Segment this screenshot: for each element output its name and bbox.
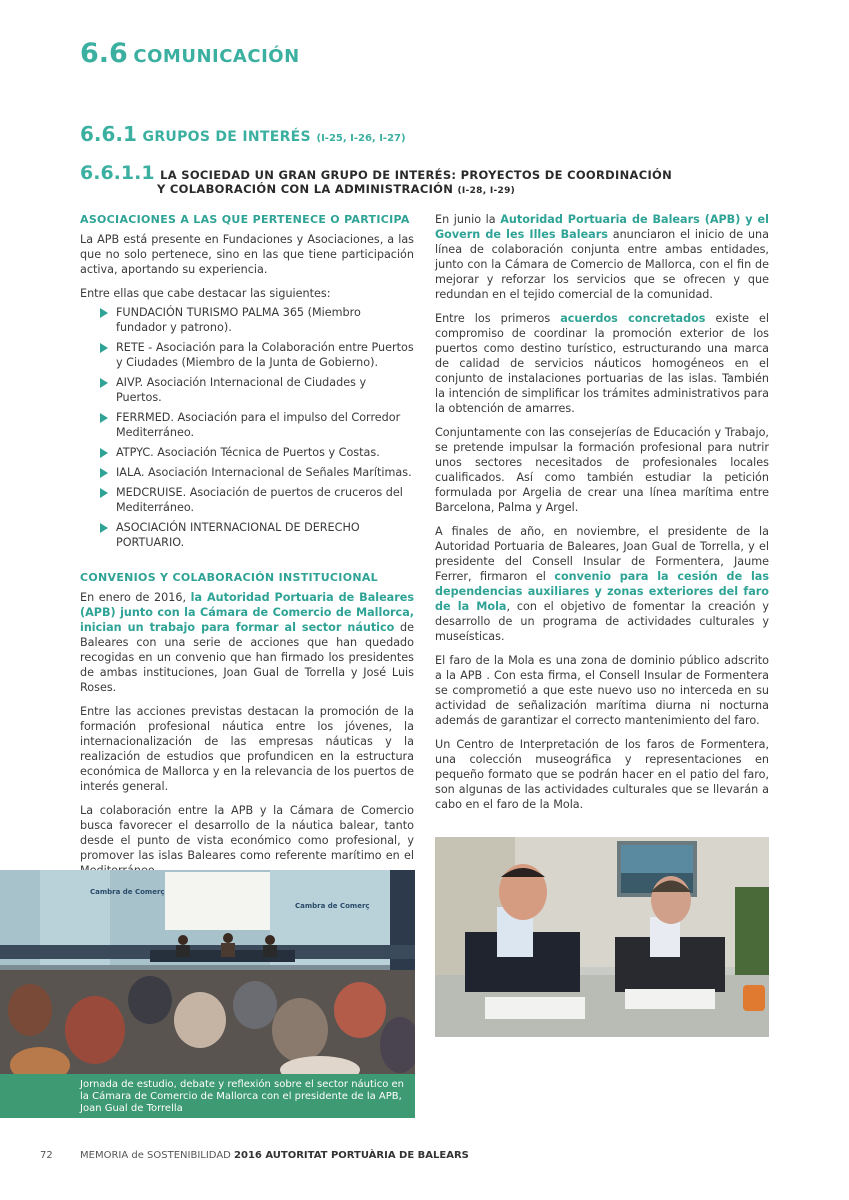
list-item: FERRMED. Asociación para el impulso del Corredor Mediterráneo.: [100, 410, 414, 440]
list-item: MEDCRUISE. Asociación de puertos de cruceros del Mediterráneo.: [100, 485, 414, 515]
subsection-heading: [80, 122, 406, 146]
list-item: RETE - Asociación para la Colaboración entre Puertos y Ciudades (Miembro de la Junta de Gobierno).: [100, 340, 414, 370]
banner-text: Cambra de Comerç: [295, 902, 370, 910]
paragraph: El faro de la Mola es una zona de dominio público adscrito a la APB . Con esta firma, el Consell Insular de Formentera se comprometió a que este nuevo uso no interceda en su actividad de señalización marítima diurna ni nocturna además de garantizar el correcto mantenimiento del faro.: [435, 654, 769, 727]
agreements-subheading: CONVENIOS Y COLABORACIÓN INSTITUCIONAL: [80, 571, 378, 584]
photo-caption: Jornada de estudio, debate y reflexión sobre el sector náutico en la Cámara de Comercio de Mallorca con el presidente de la APB, Joan Gual de Torrella: [0, 1074, 415, 1118]
paragraph: Un Centro de Interpretación de los faros de Formentera, una colección museográfica y representaciones en pequeño formato que se podrán hacer en el patio del faro, son algunas de las actividades culturales que se llevarán a cabo en el faro de la Mola.: [435, 738, 769, 811]
paragraph: En junio la Autoridad Portuaria de Balears (APB) y el Govern de les Illes Balears anunciaron el inicio de una línea de colaboración conjunta entre ambas entidades, junto con la Cámara de Comercio de Mallorca, con el fin de mejorar y reforzar los servicios que se ofrecen y que redundan en el tejido comercial de la comunidad.: [435, 213, 769, 301]
footer-text: MEMORIA de SOSTENIBILIDAD 2016 AUTORITAT PORTUÀRIA DE BALEARS: [80, 1150, 469, 1161]
paragraph: A finales de año, en noviembre, el presidente de la Autoridad Portuaria de Baleares, Joan Gual de Torrella, y el presidente del Consell Insular de Formentera, Jaume Ferrer, firmaron el convenio para la cesión de las dependencias auxiliares y zonas exteriores del faro de la Mola, con el objetivo de fomentar la creación y desarrollo de un programa de actividades culturales y museísticas.: [435, 525, 769, 643]
list-item: FUNDACIÓN TURISMO PALMA 365 (Miembro fundador y patrono).: [100, 305, 414, 335]
paragraph: La colaboración entre la APB y la Cámara de Comercio busca favorecer el desarrollo de la náutica balear, tanto desde el punto de vista económico como profesional, y promover las islas Baleares como referente marítimo en el: [80, 804, 414, 862]
section-heading: [80, 38, 300, 69]
arrow-bullet-icon: [100, 523, 108, 533]
right-column: [435, 212, 769, 821]
paragraph: Entre ellas que cabe destacar las siguientes:: [80, 287, 331, 300]
list-item: ASOCIACIÓN INTERNACIONAL DE DERECHO PORTUARIO.: [100, 520, 414, 550]
subsection-title: GRUPOS DE INTERÉS: [142, 129, 311, 145]
paragraph: Entre las acciones previstas destacan la promoción de la formación profesional náutica entre los jóvenes, la internacionalización de las empresas náuticas y la realización de estudios que profundicen en la estructura económica de Mallorca y en la relevancia de los puertos de interés general.: [80, 705, 414, 793]
paragraph: La APB está presente en Fundaciones y Asociaciones, a las que no solo pertenece, sino en las que tiene participación activa, aportando su experiencia.: [80, 233, 414, 276]
subsection-number: 6.6.1: [80, 122, 137, 146]
list-item: ATPYC. Asociación Técnica de Puertos y Costas.: [100, 445, 414, 460]
subsubsection-heading: [80, 162, 720, 196]
subsubsection-title-line2: Y COLABORACIÓN CON LA ADMINISTRACIÓN (I-28, I-29): [157, 182, 516, 196]
left-column: [80, 212, 414, 887]
arrow-bullet-icon: [100, 468, 108, 478]
subsection-ref: (I-25, I-26, I-27): [316, 133, 406, 144]
section-title: COMUNICACIÓN: [133, 46, 300, 67]
associations-list: [100, 305, 414, 550]
signing-photo: [435, 837, 769, 1037]
conference-photo: [0, 870, 415, 1074]
associations-subheading: ASOCIACIONES A LAS QUE PERTENECE O PARTICIPA: [80, 213, 410, 226]
paragraph: Entre los primeros acuerdos concretados existe el compromiso de coordinar la promoción exterior de los puertos como destino turístico, estructurando una marca de calidad de servicios náuticos homogéneos en el conjunto de instalaciones portuarias de las islas. También la intención de simplificar los trámites administrativos para la obtención de amarres.: [435, 312, 769, 415]
banner-text: Cambra de Comerç: [90, 888, 165, 896]
page-number: 72: [40, 1150, 53, 1161]
list-item: AIVP. Asociación Internacional de Ciudades y Puertos.: [100, 375, 414, 405]
arrow-bullet-icon: [100, 488, 108, 498]
arrow-bullet-icon: [100, 343, 108, 353]
subsubsection-title-line1: LA SOCIEDAD UN GRAN GRUPO DE INTERÉS: PROYECTOS DE COORDINACIÓN: [160, 168, 673, 182]
subsubsection-ref: (I-28, I-29): [457, 186, 516, 196]
paragraph: En enero de 2016, la Autoridad Portuaria de Baleares (APB) junto con la Cámara de Comercio de Mallorca, inician un trabajo para formar al sector náutico de Baleares con una serie de acciones que han quedado recogidas en un convenio que han firmado los presidentes de ambas instituciones, Joan Gual de Torrella y José Luis Roses.: [80, 591, 415, 694]
arrow-bullet-icon: [100, 413, 108, 423]
list-item: IALA. Asociación Internacional de Señales Marítimas.: [100, 465, 414, 480]
arrow-bullet-icon: [100, 448, 108, 458]
section-number: 6.6: [80, 38, 128, 69]
arrow-bullet-icon: [100, 308, 108, 318]
paragraph: Conjuntamente con las consejerías de Educación y Trabajo, se pretende impulsar la formación profesional para nutrir unos sectores necesitados de profesionales locales cualificados. Así como también estudiar la petición formulada por Argelia de crear una línea marítima entre Barcelona, Palma y Argel.: [435, 426, 769, 514]
arrow-bullet-icon: [100, 378, 108, 388]
subsubsection-number: 6.6.1.1: [80, 162, 155, 184]
